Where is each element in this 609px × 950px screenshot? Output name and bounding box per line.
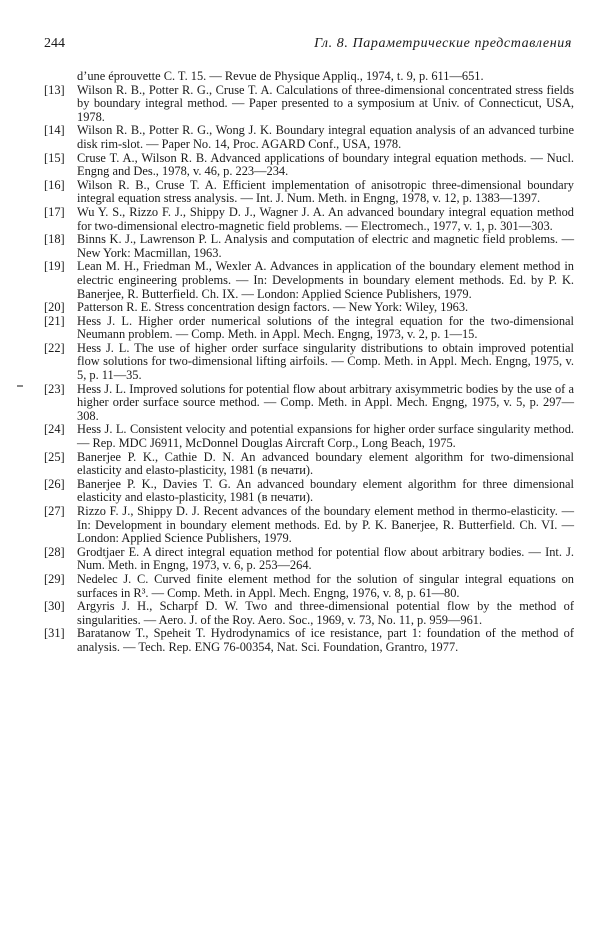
- reference-number: [16]: [44, 177, 65, 192]
- reference-list: [44, 70, 574, 655]
- reference-entry: [44, 84, 574, 125]
- reference-text: Nedelec J. C. Curved finite element method for the solution of singular integral equations on surfaces in R³. — Comp. Meth. in Appl. Mech. Engng, 1976, v. 8, p. 61—80.: [77, 571, 574, 600]
- reference-text: Binns K. J., Lawrenson P. L. Analysis and computation of electric and magnetic field problems. — New York: Macmillan, 1963.: [77, 232, 574, 260]
- reference-entry: [44, 179, 574, 206]
- reference-entry: [44, 573, 574, 600]
- reference-entries: [44, 84, 574, 655]
- reference-number: [23]: [44, 381, 65, 396]
- running-title: Гл. 8. Параметрические представления: [314, 36, 572, 51]
- reference-text: Hess J. L. The use of higher order surface singularity distributions to obtain improved potential flow solutions for two-dimensional lifting airfoils. — Comp. Meth. in Appl. Mech. Engng, 1975, v. 5, p. 11—35.: [77, 340, 574, 383]
- reference-number: [18]: [44, 232, 65, 247]
- reference-text: Wilson R. B., Potter R. G., Cruse T. A. Calculations of three-dimensional concentrated stress fields by boundary integral method. — Paper presented to a symposium at Univ. of Connecticut, USA, 1978.: [77, 82, 574, 124]
- reference-number: [20]: [44, 300, 65, 315]
- reference-number: [24]: [44, 422, 65, 437]
- reference-continuation: d’une éprouvette C. T. 15. — Revue de Physique Appliq., 1974, t. 9, p. 611—651.: [77, 69, 484, 83]
- reference-entry: [44, 315, 574, 342]
- reference-entry: [44, 342, 574, 383]
- reference-text: Grodtjaer E. A direct integral equation method for potential flow about arbitrary bodies. — Int. J. Num. Meth. in Engng, 1973, v. 6, p. 253—264.: [77, 544, 574, 573]
- reference-entry: [44, 451, 574, 478]
- reference-entry: [44, 383, 574, 424]
- reference-entry: [44, 546, 574, 573]
- reference-text: Wilson R. B., Potter R. G., Wong J. K. Boundary integral equation analysis of an advanced turbine disk rim-slot. — Paper No. 14, Proc. AGARD Conf., USA, 1978.: [77, 123, 574, 151]
- reference-number: [15]: [44, 150, 65, 165]
- reference-entry: [44, 627, 574, 654]
- reference-text: Banerjee P. K., Cathie D. N. An advanced boundary element algorithm for two-dimensional elasticity and elasto-plasticity, 1981 (в печати).: [77, 449, 574, 478]
- reference-text: Hess J. L. Improved solutions for potential flow about arbitrary axisymmetric bodies by the use of a higher order surface source method. — Comp. Meth. in Appl. Mech. Engng, 1975, v. 5, p. 297—308.: [77, 381, 574, 423]
- reference-entry: [44, 478, 574, 505]
- reference-number: [31]: [44, 626, 65, 641]
- reference-text: Banerjee P. K., Davies T. G. An advanced boundary element algorithm for three dimensional elasticity and elasto-plasticity, 1981 (в печати).: [77, 476, 574, 505]
- reference-number: [19]: [44, 259, 65, 274]
- reference-number: [25]: [44, 449, 65, 464]
- reference-entry: [44, 152, 574, 179]
- reference-number: [28]: [44, 544, 65, 559]
- reference-text: Wu Y. S., Rizzo F. J., Shippy D. J., Wagner J. A. An advanced boundary integral equation method for two-dimensional electro-magnetic field problems. — Electromech., 1977, v. 1, p. 301—303.: [77, 204, 574, 233]
- reference-text: Rizzo F. J., Shippy D. J. Recent advances of the boundary element method in thermo-elasticity. — In: Development in boundary element methods. Ed. by P. K. Banerjee, R. Butterfield. Ch. VI. — London: Applied Science Publishers, 1979.: [77, 504, 574, 546]
- reference-number: [14]: [44, 123, 65, 138]
- reference-number: [26]: [44, 476, 65, 491]
- reference-text: Argyris J. H., Scharpf D. W. Two and three-dimensional potential flow by the method of singularities. — Aero. J. of the Roy. Aero. Soc., 1969, v. 73, No. 11, p. 959—961.: [77, 599, 574, 627]
- reference-text: Hess J. L. Higher order numerical solutions of the integral equation for the two-dimensional Neumann problem. — Comp. Meth. in Appl. Mech. Engng, 1973, v. 2, p. 1—15.: [77, 313, 574, 342]
- reference-entry: [44, 505, 574, 546]
- reference-text: Lean M. H., Friedman M., Wexler A. Advances in application of the boundary element method in electric engineering problems. — In: Developments in boundary element methods. Ed. by P. K. Banerjee, R. Butterfield. Ch. IX. — London: Applied Science Publishers, 1979.: [77, 259, 574, 301]
- reference-number: [13]: [44, 82, 65, 97]
- reference-text: Hess J. L. Consistent velocity and potential expansions for higher order surface singularity method. — Rep. MDC J6911, McDonnel Douglas Aircraft Corp., Long Beach, 1975.: [77, 422, 574, 451]
- reference-number: [17]: [44, 204, 65, 219]
- reference-entry: [44, 206, 574, 233]
- reference-entry: [44, 301, 574, 315]
- reference-text: Cruse T. A., Wilson R. B. Advanced applications of boundary integral equation methods. — Nucl. Engng and Des., 1978, v. 46, p. 223—234.: [77, 150, 574, 179]
- reference-text: Baratanow T., Speheit T. Hydrodynamics of ice resistance, part 1: foundation of the method of analysis. — Tech. Rep. ENG 76-00354, Nat. Sci. Foundation, Grantro, 1977.: [77, 626, 574, 654]
- reference-number: [29]: [44, 571, 65, 586]
- reference-entry: [44, 423, 574, 450]
- page-number: 244: [44, 36, 65, 51]
- page-header: [44, 36, 572, 56]
- reference-entry: [44, 233, 574, 260]
- reference-number: [22]: [44, 340, 65, 355]
- margin-mark: [17, 385, 23, 387]
- reference-text: Wilson R. B., Cruse T. A. Efficient implementation of anisotropic three-dimensional boundary integral equation stress analysis. — Int. J. Num. Meth. in Engng, 1978, v. 12, p. 1383—1397.: [77, 177, 574, 206]
- reference-entry: [44, 260, 574, 301]
- reference-number: [30]: [44, 599, 65, 614]
- reference-entry: [44, 600, 574, 627]
- reference-text: Patterson R. E. Stress concentration design factors. — New York: Wiley, 1963.: [77, 300, 469, 315]
- reference-number: [27]: [44, 504, 65, 518]
- reference-number: [21]: [44, 313, 65, 328]
- reference-entry: [44, 124, 574, 151]
